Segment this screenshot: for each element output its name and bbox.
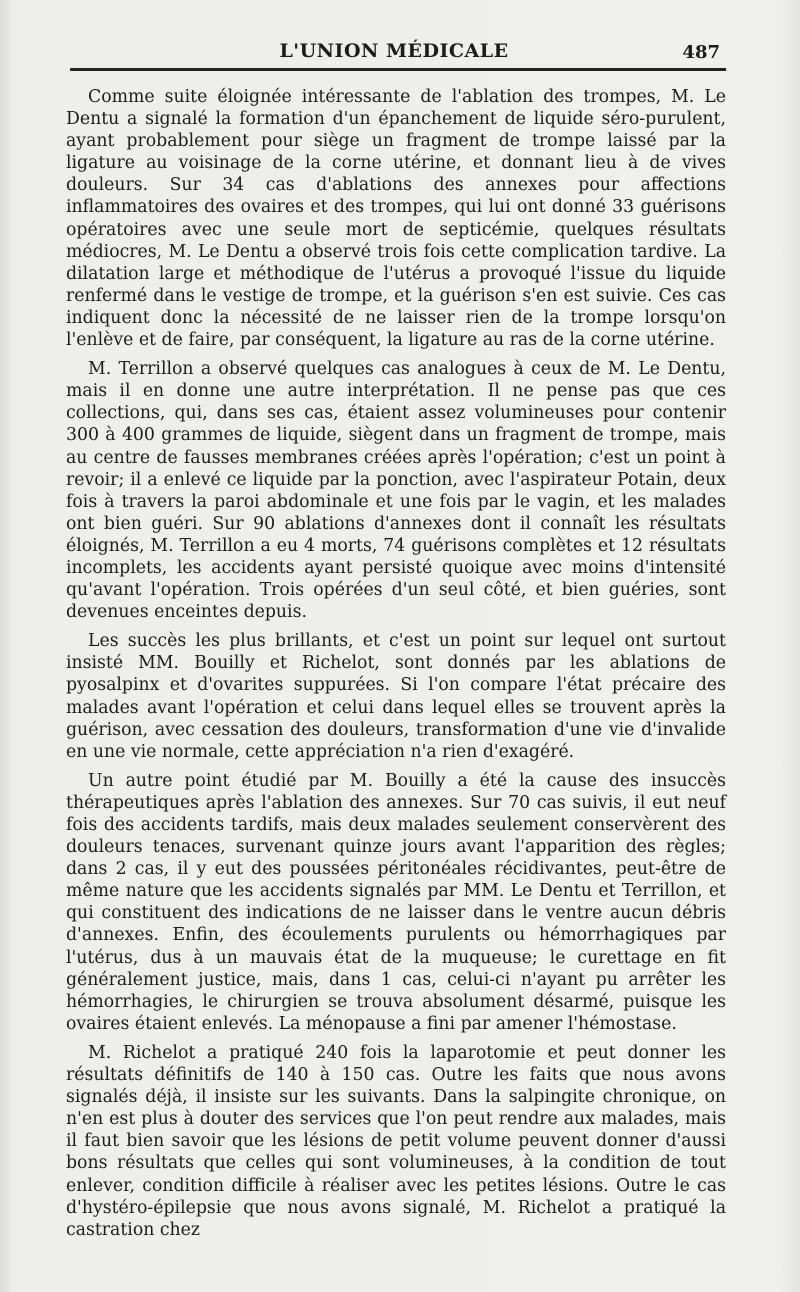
paragraph-bouilly: Un autre point étudié par M. Bouilly a été la cause des insuccès thérapeutiques après l'ablation des annexes. Sur 70 cas suivis, il eut neuf fois des accidents tardifs, mais deux malades seulement conservèrent des douleurs tenaces, survenant quinze jours avant l'apparition des règles; dans 2 cas, il y eut des poussées péritonéales récidivantes, peut-être de même nature que les accidents signalés par MM. Le Dentu et Terrillon, et qui constituent des indications de ne laisser dans le ventre aucun débris d'annexes. Enfin, des écoulements purulents ou hémorrhagiques par l'utérus, dus à un mauvais état de la muqueuse; le curettage en fit généralement justice, mais, dans 1 cas, celui-ci n'ayant pu arrêter les hémorrhagies, le chirurgien se trouva absolument désarmé, puisque les ovaires étaient enlevés. La ménopause a fini par amener l'hémostase. <box>66 770 726 1034</box>
page-header <box>64 40 724 66</box>
paragraph-terrillon: M. Terrillon a observé quelques cas analogues à ceux de M. Le Dentu, mais il en donne une autre interprétation. Il ne pense pas que ces collections, qui, dans ses cas, étaient assez volumineuses pour contenir 300 à 400 grammes de liquide, siègent dans un fragment de trompe, mais au centre de fausses membranes créées après l'opération; c'est un point à revoir; il a enlevé ce liquide par la ponction, avec l'aspirateur Potain, deux fois à travers la paroi abdominale et une fois par le vagin, et les malades ont bien guéri. Sur 90 ablations d'annexes dont il connaît les résultats éloignés, M. Terrillon a eu 4 morts, 74 guérisons complètes et 12 résultats incomplets, les accidents ayant persisté quoique avec moins d'intensité qu'avant l'opération. Trois opérées d'un seul côté, et bien guéries, sont devenues enceintes depuis. <box>66 359 726 623</box>
body-text <box>66 86 726 1248</box>
header-rule <box>70 68 726 71</box>
paragraph-le-dentu: Comme suite éloignée intéressante de l'ablation des trompes, M. Le Dentu a signalé la formation d'un épanchement de liquide séro-purulent, ayant probablement pour siège un fragment de trompe laissé par la ligature au voisinage de la corne utérine, et donnant lieu à de vives douleurs. Sur 34 cas d'ablations des annexes pour affections inflammatoires des ovaires et des trompes, qui lui ont donné 33 guérisons opératoires avec une seule mort de septicémie, quelques résultats médiocres, M. Le Dentu a observé trois fois cette complication tardive. La dilatation large et méthodique de l'utérus a provoqué l'issue du liquide renfermé dans le vestige de trompe, et la guérison s'en est suivie. Ces cas indiquent donc la nécessité de ne laisser rien de la trompe lorsqu'on l'enlève et de faire, par conséquent, la ligature au ras de la corne utérine. <box>66 87 726 351</box>
paragraph-richelot: M. Richelot a pratiqué 240 fois la laparotomie et peut donner les résultats définitifs de 140 à 150 cas. Outre les faits que nous avons signalés déjà, il insiste sur les suivants. Dans la salpingite chronique, on n'en est plus à douter des services que l'on peut rendre aux malades, mais il faut bien savoir que les lésions de petit volume peuvent donner d'aussi bons résultats que celles qui sont volumineuses, à la condition de tout enlever, condition difficile à réaliser avec les petites lésions. Outre le cas d'hystéro-épilepsie que nous avons signalé, M. Richelot a pratiqué la castration chez <box>66 1042 726 1240</box>
page-number: 487 <box>682 42 720 63</box>
running-title: L'UNION MÉDICALE <box>279 40 509 62</box>
paragraph-succes: Les succès les plus brillants, et c'est un point sur lequel ont surtout insisté MM. Bouilly et Richelot, sont donnés par les ablations de pyosalpinx et d'ovarites suppurées. Si l'on compare l'état précaire des malades avant l'opération et celui dans lequel elles se trouvent après la guérison, avec cessation des douleurs, transformation d'une vie d'invalide en une vie normale, cette appréciation n'a rien d'exagéré. <box>66 631 726 762</box>
